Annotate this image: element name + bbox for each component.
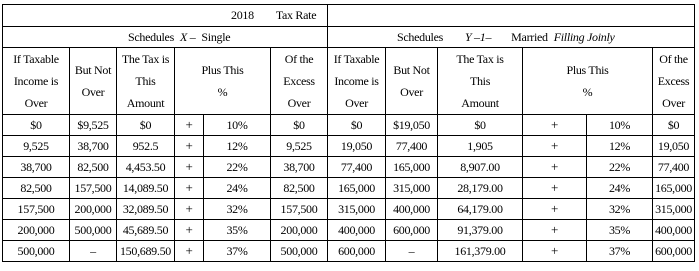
schedule-x-word: Schedules: [128, 29, 174, 44]
joint-plus: +: [523, 178, 587, 199]
joint-not-over: –: [386, 241, 438, 262]
single-not-over: 200,000: [70, 199, 117, 220]
joint-plus: +: [523, 220, 587, 241]
header-joint-but-not: But Not Over: [386, 48, 438, 115]
header-joint-of-excess: Of the Excess Over: [653, 48, 695, 115]
table-row: [3, 115, 695, 136]
single-tax: 952.5: [117, 136, 175, 157]
tax-rate-table: [2, 4, 695, 262]
title-year: 2018: [231, 8, 254, 22]
single-tax: $0: [117, 115, 175, 136]
joint-over: 315,000: [328, 199, 386, 220]
schedule-y-letter: Y –1–: [464, 29, 492, 44]
joint-not-over: $19,050: [386, 115, 438, 136]
header-joint-taxable: If Taxable Income is Over: [328, 48, 386, 115]
single-tax: 14,089.50: [117, 178, 175, 199]
title-row: [3, 5, 695, 27]
single-plus: +: [175, 136, 204, 157]
joint-excess: 600,000: [653, 241, 695, 262]
title-cell: [3, 5, 328, 27]
joint-excess: 19,050: [653, 136, 695, 157]
joint-over: 19,050: [328, 136, 386, 157]
joint-over: 77,400: [328, 157, 386, 178]
joint-tax: 64,179.00: [438, 199, 523, 220]
single-plus: +: [175, 178, 204, 199]
single-excess: 200,000: [271, 220, 328, 241]
single-not-over: 500,000: [70, 220, 117, 241]
header-single-but-not: But Not Over: [70, 48, 117, 115]
single-not-over: $9,525: [70, 115, 117, 136]
joint-tax: 161,379.00: [438, 241, 523, 262]
joint-not-over: 77,400: [386, 136, 438, 157]
joint-plus: +: [523, 199, 587, 220]
joint-pct: 35%: [587, 220, 653, 241]
header-single-plus-this: Plus This %: [175, 48, 271, 115]
schedule-x-status: Single: [201, 29, 231, 44]
joint-excess: 400,000: [653, 220, 695, 241]
schedule-y-cell: [328, 27, 695, 48]
joint-over: 400,000: [328, 220, 386, 241]
joint-over: 165,000: [328, 178, 386, 199]
title-blank-cell: [328, 5, 695, 27]
joint-plus: +: [523, 115, 587, 136]
joint-over: 600,000: [328, 241, 386, 262]
single-excess: 82,500: [271, 178, 328, 199]
joint-excess: 315,000: [653, 199, 695, 220]
single-plus: +: [175, 199, 204, 220]
single-pct: 37%: [204, 241, 271, 262]
schedule-y-status: Filling Joinly: [553, 29, 615, 44]
column-header-row: [3, 48, 695, 115]
table-row: [3, 178, 695, 199]
single-plus: +: [175, 115, 204, 136]
single-tax: 32,089.50: [117, 199, 175, 220]
joint-over: $0: [328, 115, 386, 136]
joint-not-over: 315,000: [386, 178, 438, 199]
joint-tax: 1,905: [438, 136, 523, 157]
single-tax: 150,689.50: [117, 241, 175, 262]
single-excess: 38,700: [271, 157, 328, 178]
title-label: Tax Rate: [275, 8, 317, 22]
header-single-taxable: If Taxable Income is Over: [3, 48, 70, 115]
single-over: $0: [3, 115, 70, 136]
joint-not-over: 400,000: [386, 199, 438, 220]
single-excess: 157,500: [271, 199, 328, 220]
joint-pct: 24%: [587, 178, 653, 199]
single-pct: 35%: [204, 220, 271, 241]
single-pct: 10%: [204, 115, 271, 136]
joint-plus: +: [523, 157, 587, 178]
single-excess: 9,525: [271, 136, 328, 157]
single-pct: 12%: [204, 136, 271, 157]
schedule-y-word: Schedules: [397, 29, 443, 44]
table-row: [3, 157, 695, 178]
single-plus: +: [175, 241, 204, 262]
joint-not-over: 600,000: [386, 220, 438, 241]
joint-tax: $0: [438, 115, 523, 136]
single-over: 38,700: [3, 157, 70, 178]
joint-pct: 32%: [587, 199, 653, 220]
joint-pct: 22%: [587, 157, 653, 178]
single-tax: 4,453.50: [117, 157, 175, 178]
single-over: 157,500: [3, 199, 70, 220]
header-single-of-excess: Of the Excess Over: [271, 48, 328, 115]
joint-plus: +: [523, 136, 587, 157]
single-over: 500,000: [3, 241, 70, 262]
single-tax: 45,689.50: [117, 220, 175, 241]
schedule-x-letter: X –: [179, 29, 196, 44]
table-row: [3, 220, 695, 241]
joint-excess: 165,000: [653, 178, 695, 199]
schedule-x-cell: [3, 27, 328, 48]
joint-excess: $0: [653, 115, 695, 136]
joint-tax: 8,907.00: [438, 157, 523, 178]
single-plus: +: [175, 157, 204, 178]
header-joint-plus-this: Plus This %: [523, 48, 653, 115]
single-over: 200,000: [3, 220, 70, 241]
header-joint-tax-is: The Tax is This Amount: [438, 48, 523, 115]
joint-pct: 10%: [587, 115, 653, 136]
joint-plus: +: [523, 241, 587, 262]
single-over: 82,500: [3, 178, 70, 199]
joint-pct: 37%: [587, 241, 653, 262]
header-single-tax-is: The Tax is This Amount: [117, 48, 175, 115]
single-not-over: 38,700: [70, 136, 117, 157]
single-not-over: 157,500: [70, 178, 117, 199]
single-pct: 32%: [204, 199, 271, 220]
joint-pct: 12%: [587, 136, 653, 157]
single-excess: 500,000: [271, 241, 328, 262]
joint-tax: 28,179.00: [438, 178, 523, 199]
single-plus: +: [175, 220, 204, 241]
single-not-over: –: [70, 241, 117, 262]
table-row: [3, 241, 695, 262]
single-not-over: 82,500: [70, 157, 117, 178]
table-row: [3, 136, 695, 157]
schedule-y-married: Married: [511, 29, 548, 44]
single-over: 9,525: [3, 136, 70, 157]
joint-excess: 77,400: [653, 157, 695, 178]
single-pct: 24%: [204, 178, 271, 199]
joint-not-over: 165,000: [386, 157, 438, 178]
single-pct: 22%: [204, 157, 271, 178]
single-excess: $0: [271, 115, 328, 136]
table-row: [3, 199, 695, 220]
tax-table-container: [2, 4, 694, 268]
schedule-row: [3, 27, 695, 48]
joint-tax: 91,379.00: [438, 220, 523, 241]
